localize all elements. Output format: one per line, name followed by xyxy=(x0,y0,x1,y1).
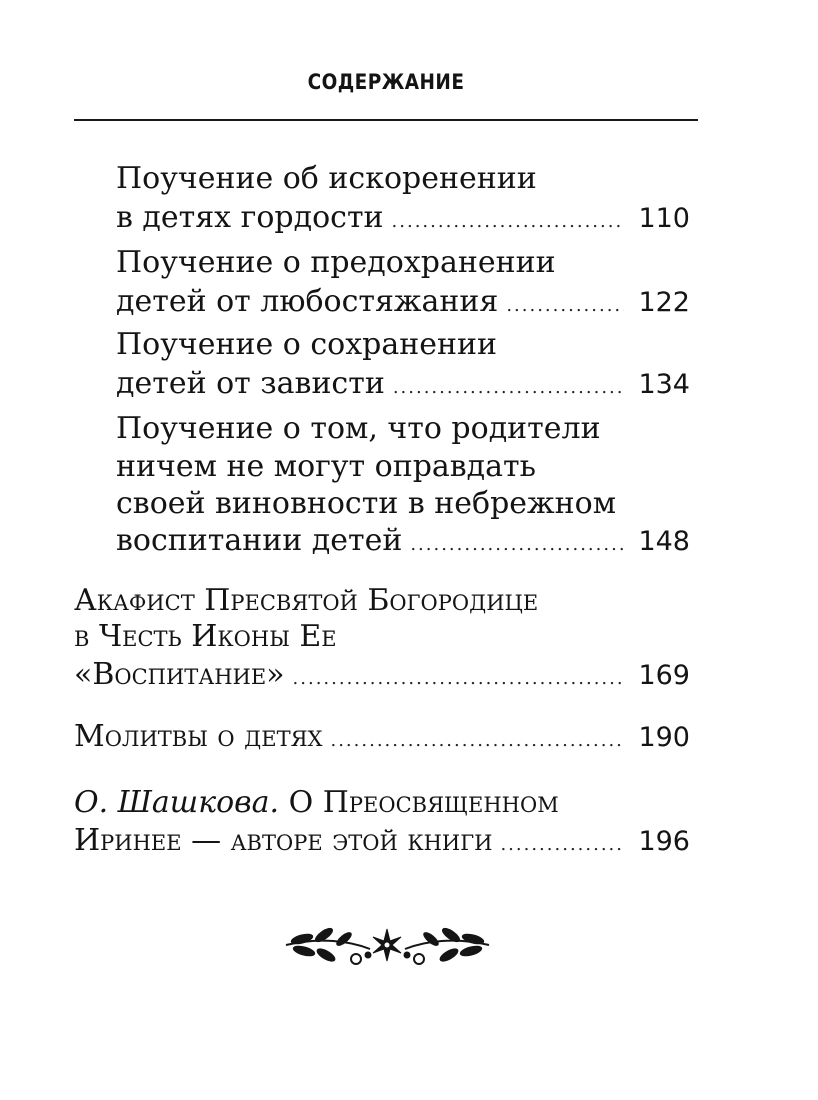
toc-entry-4-line-3: своей виновности в небрежном xyxy=(116,486,617,521)
toc-entry-4-line-2: ничем не могут оправдать xyxy=(116,449,536,484)
toc-entry-3-line-2: детей от зависти ..... 134 xyxy=(116,365,690,407)
leader-dots xyxy=(506,287,624,325)
page-header: СОДЕРЖАНИЕ xyxy=(307,70,465,94)
page-number: 134 xyxy=(638,369,690,400)
toc-prayers: Молитвы о детях ..... 190 xyxy=(74,718,690,760)
page-number: 196 xyxy=(638,826,690,857)
page-number: 110 xyxy=(638,203,690,234)
page-number: 169 xyxy=(638,660,690,691)
leader-dots xyxy=(410,526,624,564)
toc-entry-3-line-1: Поучение о сохранении xyxy=(116,327,497,362)
header-rule xyxy=(74,119,698,121)
leader-dots xyxy=(500,826,624,864)
toc-entry-4-line-4: воспитании детей ..... 148 xyxy=(116,522,690,564)
page-number: 190 xyxy=(638,722,690,753)
toc-entry-1-line-1: Поучение об искоренении xyxy=(116,161,537,196)
toc-akathist-line-2: в Честь Иконы Ее xyxy=(74,619,337,654)
toc-akathist-line-3: «Воспитание» ..... 169 xyxy=(74,656,690,698)
author-name: О. Шашкова. xyxy=(74,785,280,820)
leader-dots xyxy=(330,722,624,760)
afterword-title: О Преосвященном xyxy=(288,785,559,820)
page-number: 122 xyxy=(638,287,690,318)
toc-afterword-line-1 xyxy=(74,784,690,822)
leader-dots xyxy=(393,369,624,407)
toc-entry-4-line-1: Поучение о том, что родители xyxy=(116,411,601,446)
toc-entry-1-line-2: в детях гордости ..... 110 xyxy=(116,199,690,241)
leader-dots xyxy=(293,660,624,698)
toc-entry-2-line-1: Поучение о предохранении xyxy=(116,245,556,280)
toc-entry-2-line-2: детей от любостяжания ..... 122 xyxy=(116,283,690,325)
toc-akathist-line-1: Акафист Пресвятой Богородице xyxy=(74,583,539,618)
page-number: 148 xyxy=(638,526,690,557)
floral-ornament-icon xyxy=(280,915,495,975)
toc-afterword-line-2: Иринее — авторе этой книги ..... 196 xyxy=(74,822,690,864)
leader-dots xyxy=(392,203,624,241)
